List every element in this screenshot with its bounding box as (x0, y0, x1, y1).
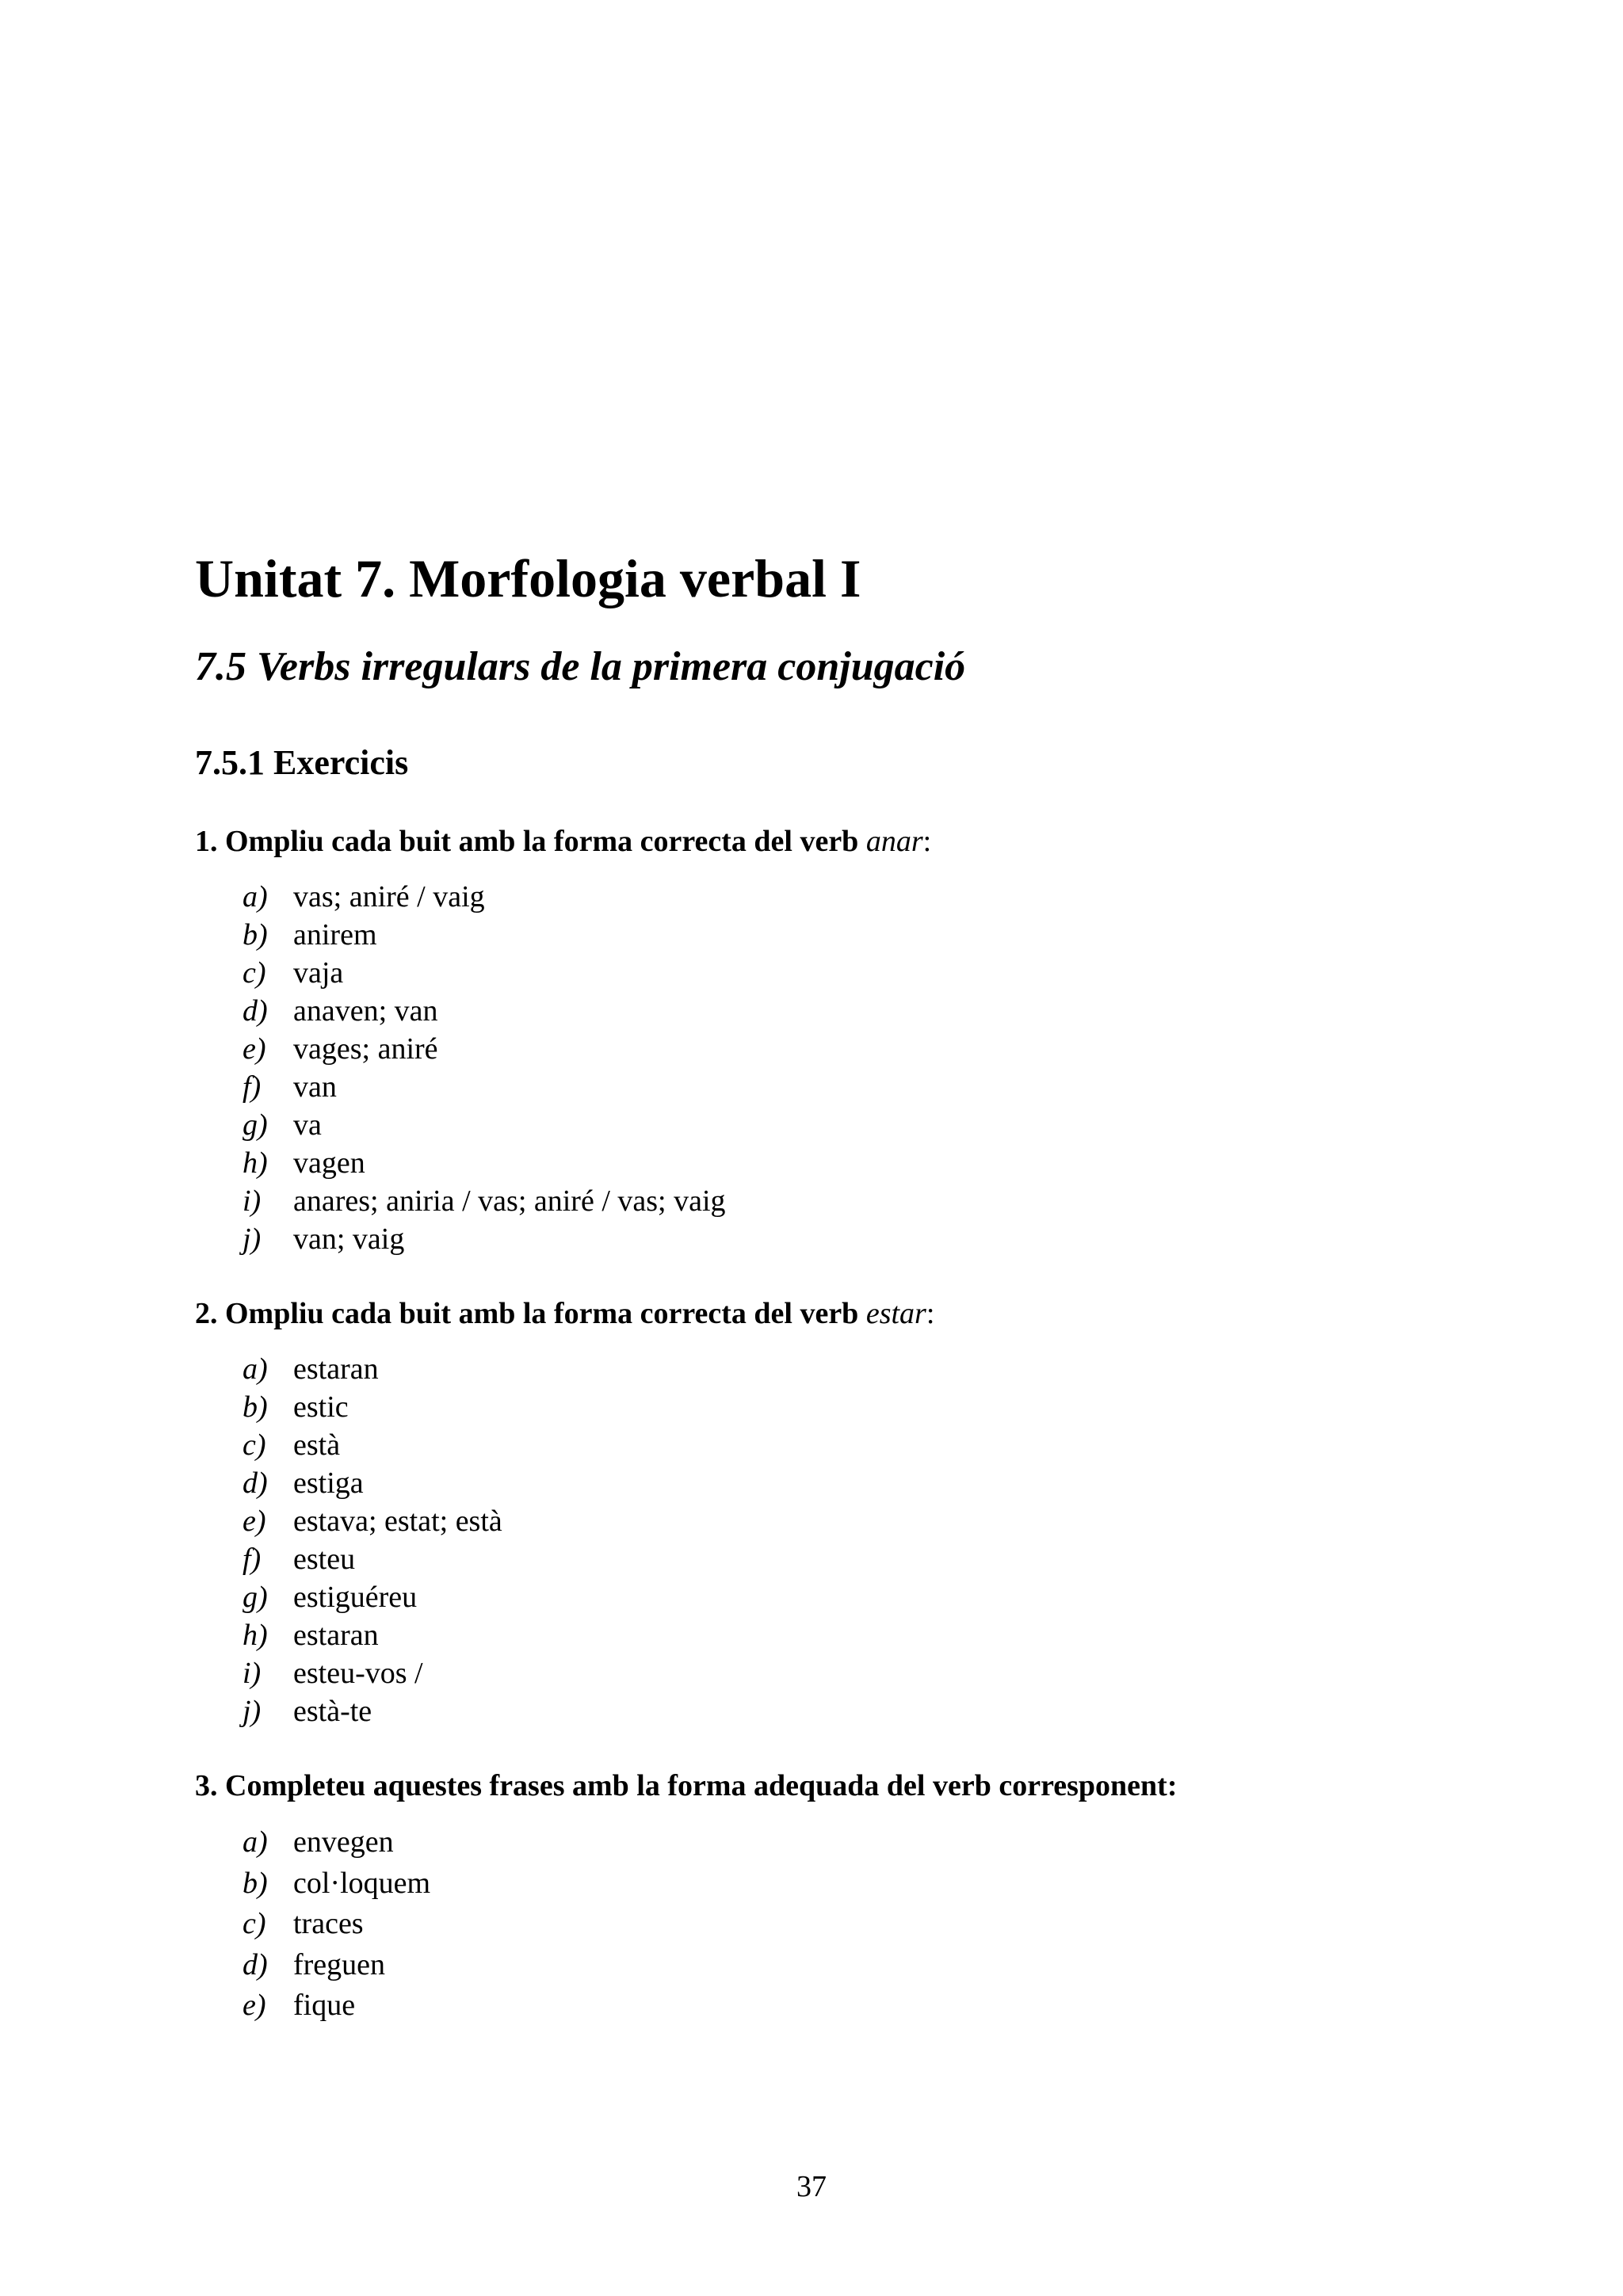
answer-text: estava; estat; està (293, 1505, 502, 1538)
answer-letter: c) (242, 956, 266, 990)
answer-letter: b) (242, 918, 268, 952)
exercise-heading-text: 2. Ompliu cada buit amb la forma correcta del verb (195, 1297, 866, 1330)
answer-letter: c) (242, 1428, 266, 1462)
answer-item (242, 1464, 502, 1502)
answer-letter: d) (242, 1947, 268, 1981)
answer-text: estiga (293, 1466, 364, 1500)
answer-text: col·loquem (293, 1866, 431, 1900)
answer-item (242, 1426, 502, 1464)
answer-item (242, 1068, 726, 1106)
answer-item (242, 1030, 726, 1068)
answer-letter: h) (242, 1146, 268, 1180)
answer-item (242, 1388, 502, 1426)
answer-text: anares; aniria / vas; aniré / vas; vaig (293, 1184, 726, 1218)
answer-text: fique (293, 1989, 356, 2022)
answer-text: freguen (293, 1947, 386, 1981)
answer-text: estiguéreu (293, 1581, 418, 1614)
unit-title: Unitat 7. Morfologia verbal I (195, 548, 861, 608)
answer-item (242, 1822, 430, 1863)
section-title: 7.5 Verbs irregulars de la primera conjugació (195, 644, 966, 689)
answer-item (242, 1692, 502, 1730)
answer-item (242, 1945, 430, 1986)
answer-letter: j) (242, 1222, 262, 1256)
answer-text: van; vaig (293, 1222, 405, 1256)
exercise-heading-text: 1. Ompliu cada buit amb la forma correcta del verb (195, 825, 866, 858)
answer-item (242, 1106, 726, 1144)
answer-text: anaven; van (293, 994, 438, 1028)
answer-letter: b) (242, 1866, 268, 1900)
answer-text: anirem (293, 918, 377, 952)
answer-text: està-te (293, 1695, 372, 1728)
answer-letter: f) (242, 1543, 262, 1576)
exercise-verb: anar (865, 825, 923, 858)
answer-letter: e) (242, 1505, 266, 1538)
answer-text: va (293, 1108, 322, 1142)
answer-letter: a) (242, 1352, 268, 1386)
exercise-1-answers (242, 878, 726, 1258)
exercise-1-heading (195, 822, 931, 860)
answer-letter: g) (242, 1108, 268, 1142)
answer-text: estaran (293, 1352, 379, 1386)
answer-item (242, 1616, 502, 1654)
exercise-colon: : (926, 1297, 935, 1330)
answer-text: està (293, 1428, 341, 1462)
answer-letter: e) (242, 1989, 266, 2022)
answer-text: vages; aniré (293, 1032, 438, 1066)
answer-letter: a) (242, 1825, 268, 1859)
answer-item (242, 1182, 726, 1220)
answer-letter: d) (242, 994, 268, 1028)
answer-item (242, 916, 726, 954)
answer-item (242, 1985, 430, 2027)
answer-item (242, 1654, 502, 1692)
answer-item (242, 1144, 726, 1182)
answer-text: envegen (293, 1825, 394, 1859)
answer-item (242, 954, 726, 992)
exercise-3-heading (195, 1767, 1178, 1805)
page-number: 37 (796, 2170, 827, 2203)
answer-text: van (293, 1070, 337, 1104)
answer-text: traces (293, 1907, 364, 1940)
answer-letter: b) (242, 1390, 268, 1424)
answer-item (242, 878, 726, 916)
answer-letter: i) (242, 1657, 262, 1690)
answer-item (242, 1863, 430, 1905)
answer-letter: c) (242, 1907, 266, 1940)
exercise-2-answers (242, 1350, 502, 1730)
answer-letter: i) (242, 1184, 262, 1218)
answer-item (242, 1220, 726, 1258)
answer-text: esteu-vos / (293, 1657, 423, 1690)
exercise-heading-text: 3. Completeu aquestes frases amb la forma adequada del verb corresponent: (195, 1769, 1178, 1802)
answer-text: esteu (293, 1543, 356, 1576)
answer-letter: g) (242, 1581, 268, 1614)
answer-item (242, 1502, 502, 1540)
answer-item (242, 1540, 502, 1578)
exercise-2-heading (195, 1295, 934, 1333)
answer-item (242, 1904, 430, 1945)
answer-item (242, 992, 726, 1030)
exercise-3-answers (242, 1822, 430, 2027)
answer-letter: f) (242, 1070, 262, 1104)
answer-text: vaja (293, 956, 344, 990)
answer-letter: e) (242, 1032, 266, 1066)
answer-text: estic (293, 1390, 349, 1424)
answer-letter: h) (242, 1619, 268, 1652)
exercise-verb: estar (865, 1297, 926, 1330)
answer-letter: a) (242, 880, 268, 913)
answer-text: vas; aniré / vaig (293, 880, 485, 913)
answer-item (242, 1578, 502, 1616)
answer-letter: d) (242, 1466, 268, 1500)
answer-item (242, 1350, 502, 1388)
exercise-colon: : (922, 825, 932, 858)
subsection-title: 7.5.1 Exercicis (195, 743, 409, 782)
answer-letter: j) (242, 1695, 262, 1728)
answer-text: estaran (293, 1619, 379, 1652)
answer-text: vagen (293, 1146, 365, 1180)
